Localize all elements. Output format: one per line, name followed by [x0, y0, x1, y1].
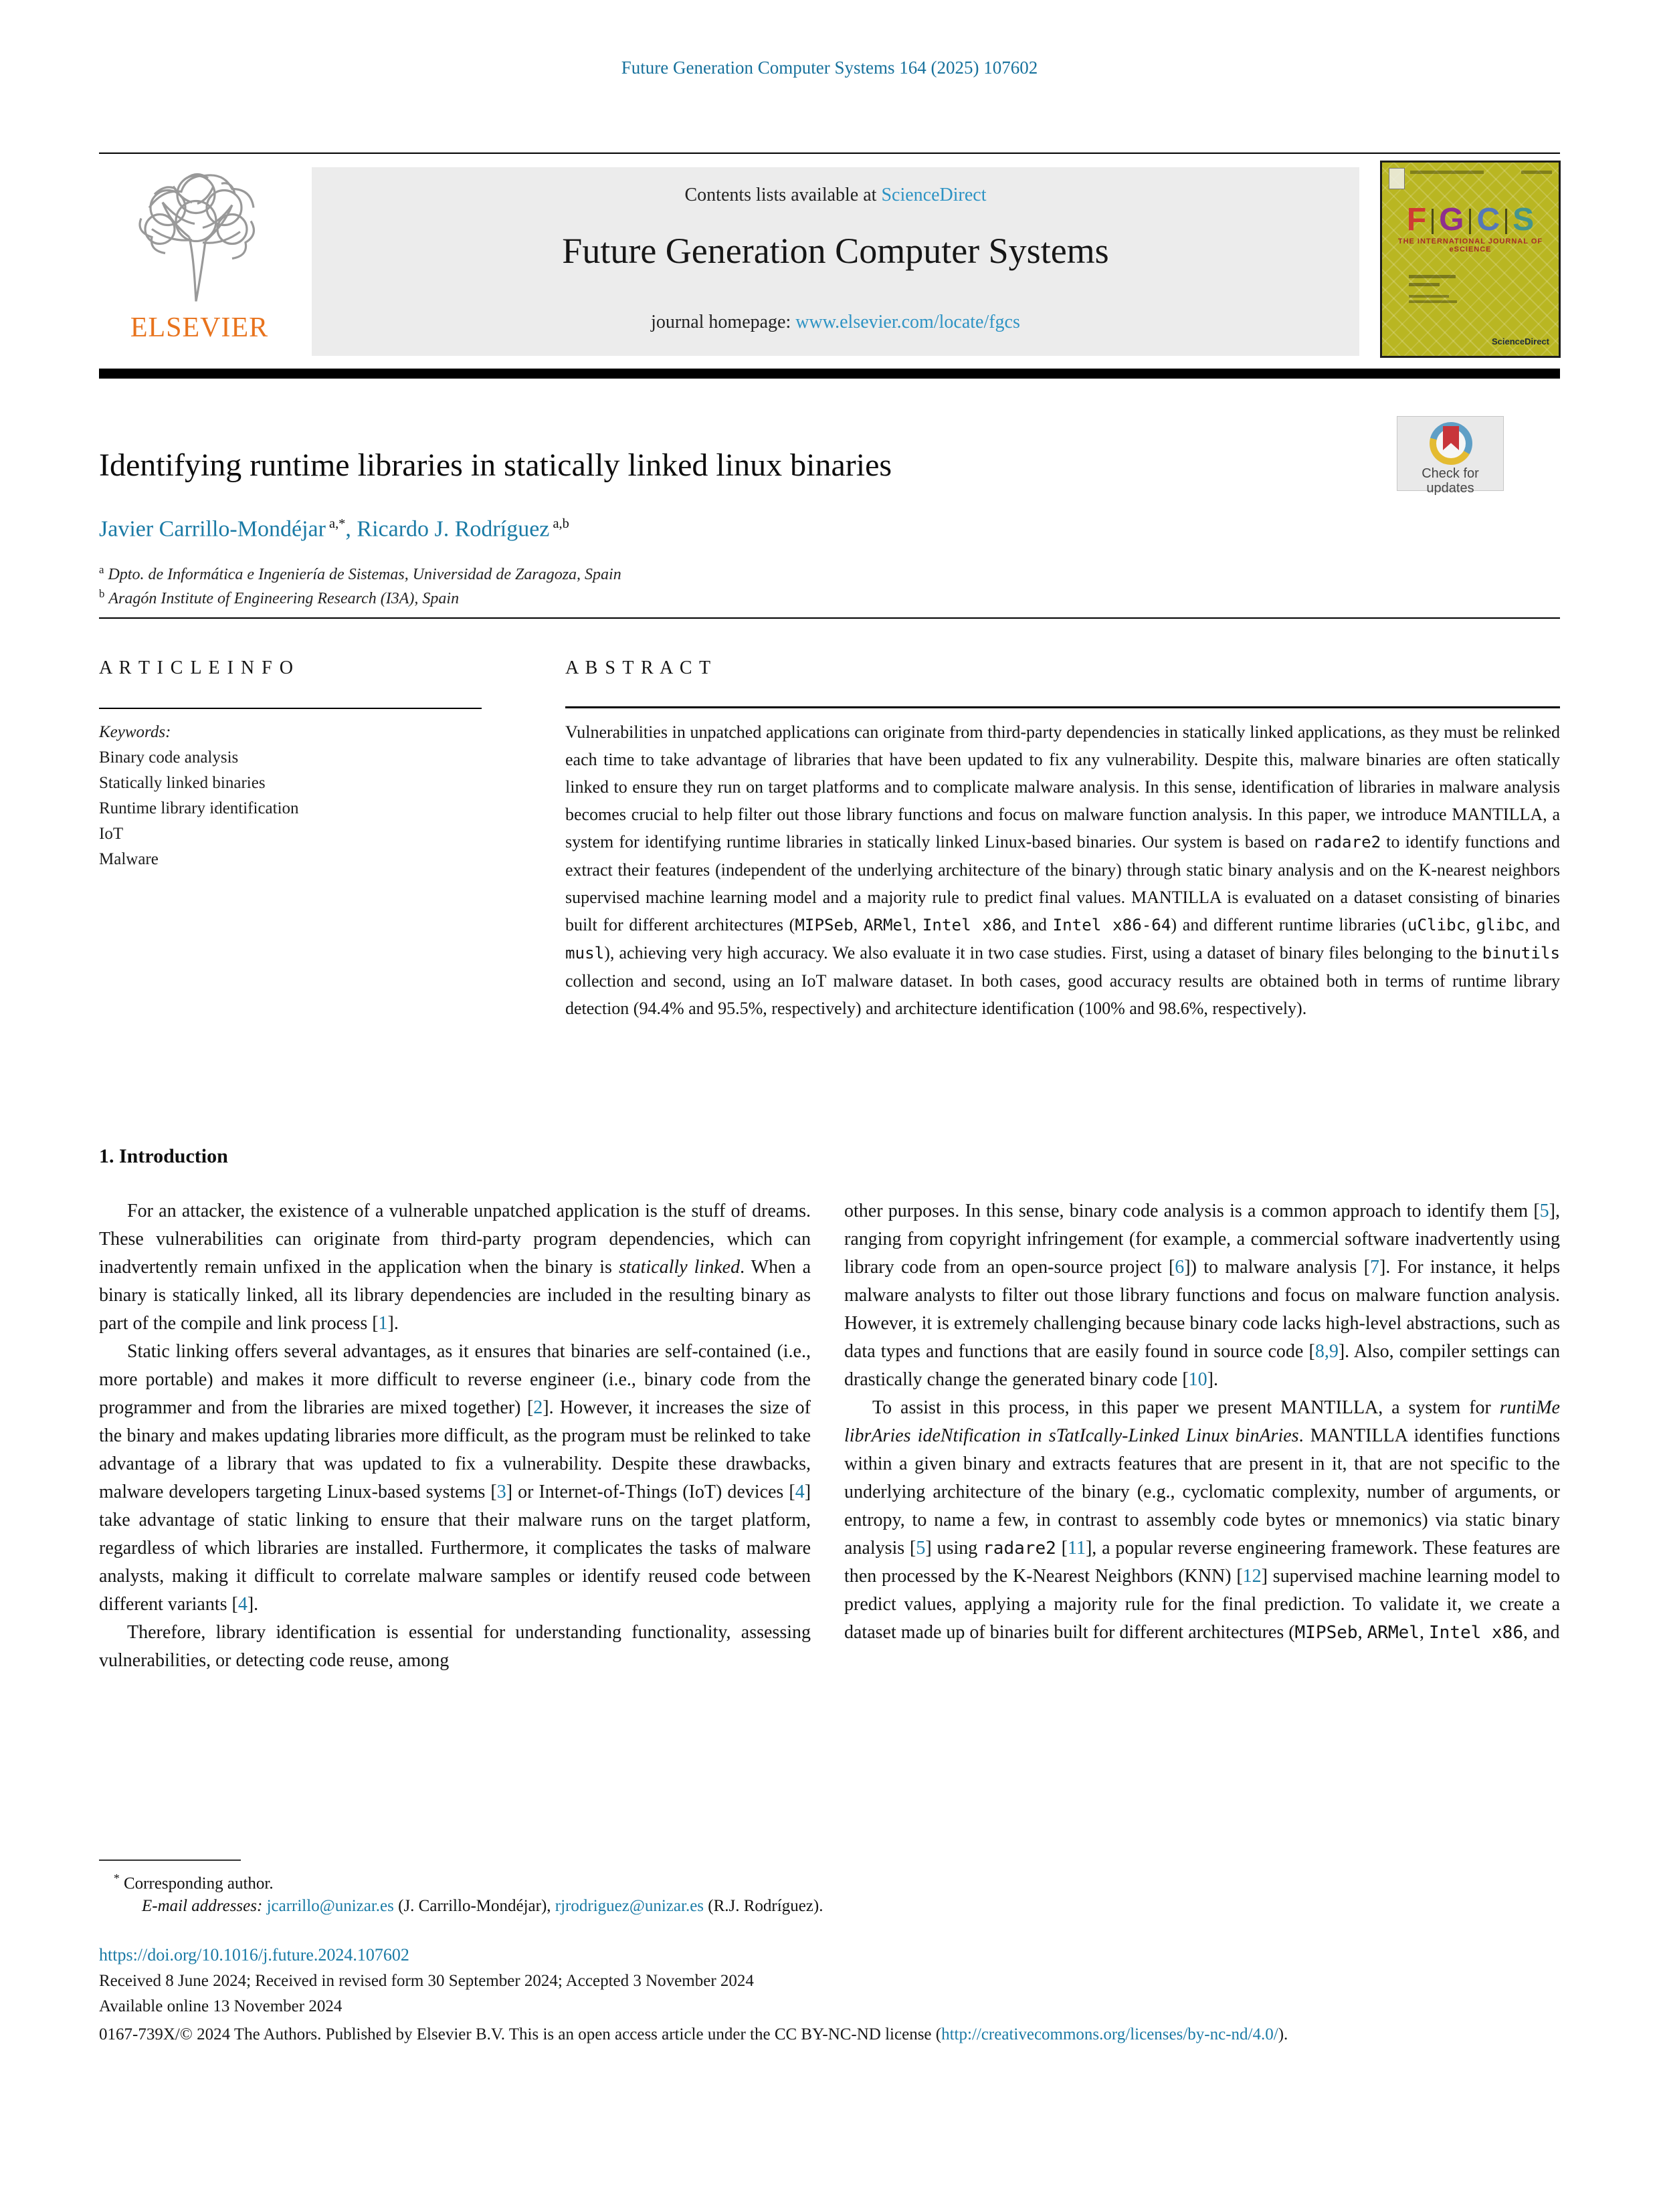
journal-reference: Future Generation Computer Systems 164 (2025) 107602 — [621, 58, 1038, 78]
text-run: ]. Also, compiler settings can drastically change the generated binary code [ — [844, 1341, 1560, 1390]
affiliation-b — [99, 587, 1370, 608]
keyword-item: Statically linked binaries — [99, 774, 266, 792]
elsevier-tree-icon — [122, 166, 270, 310]
mono-text: MIPSeb — [1294, 1623, 1358, 1643]
article-info-rule — [99, 708, 482, 709]
keyword-item: Malware — [99, 850, 159, 868]
paragraph — [99, 1338, 811, 1619]
affiliation-a — [99, 563, 1370, 584]
text-run: For an attacker, the existence of a vulnerable unpatched application is the stuff of dreams. These vulnerabilities can originate from third-party program dependencies, which can inadvertently remain unfixed in the application when the binary is — [99, 1201, 811, 1278]
check-updates-line1: Check for — [1422, 466, 1479, 481]
citation-ref[interactable]: 4 — [237, 1594, 248, 1615]
article-title: Identifying runtime libraries in statically linked linux binaries — [99, 447, 892, 483]
authors-line — [99, 516, 1370, 542]
cover-url-text — [1492, 330, 1549, 336]
text-run: other purposes. In this sense, binary code analysis is a common approach to identify them [ — [844, 1201, 1540, 1221]
text-run: To assist in this process, in this paper we present MANTILLA, a system for — [872, 1397, 1500, 1418]
fgcs-letter-g: G — [1439, 202, 1464, 237]
text-run: ]. — [387, 1313, 399, 1334]
check-updates-line2: updates — [1426, 481, 1474, 496]
text-run: ] supervised machine learning model to predict values, applying a majority rule for the final prediction. To validate it, we create a dataset made up of binaries built for different architectures ( — [844, 1566, 1561, 1643]
journal-homepage-link[interactable]: www.elsevier.com/locate/fgcs — [795, 312, 1020, 332]
paragraph — [844, 1197, 1560, 1394]
page-content — [99, 0, 1560, 2212]
citation-ref[interactable]: 10 — [1188, 1369, 1207, 1390]
keyword-item: Runtime library identification — [99, 799, 299, 817]
text-run: ]) to malware analysis [ — [1184, 1257, 1370, 1278]
cover-editor-text — [1409, 275, 1456, 278]
text-run: ] take advantage of static linking to ensure that their malware runs on the target platform, regardless of which libraries are installed. Furthermore, it complicates the tasks of malware analysts, making it difficult to correlate malware samples or identify reused code between different variants [ — [99, 1482, 811, 1615]
mono-text: radare2 — [1312, 833, 1381, 851]
text-run: (J. Carrillo-Mondéjar), — [393, 1897, 555, 1915]
text-run: , and — [1523, 1622, 1560, 1643]
abstract-heading: A B S T R A C T — [565, 658, 712, 678]
mono-text: glibc — [1476, 916, 1525, 934]
cover-issn-text — [1521, 171, 1552, 174]
text-run: 0167-739X/© 2024 The Authors. Published by Elsevier B.V. This is an open access article under the CC BY-NC-ND license ( — [99, 2025, 942, 2043]
fgcs-separator — [1432, 209, 1434, 234]
sciencedirect-link[interactable]: ScienceDirect — [881, 185, 987, 205]
license-link[interactable]: http://creativecommons.org/licenses/by-nc-nd/4.0/ — [941, 2025, 1278, 2043]
text-run: Therefore, library identification is essential for understanding functionality, assessing vulnerabilities, or detecting code reuse, among — [99, 1622, 811, 1671]
cover-editor-text — [1409, 300, 1457, 303]
fgcs-separator — [1469, 209, 1471, 234]
mono-text: ARMel — [1367, 1623, 1420, 1643]
italic-text: statically linked — [618, 1257, 741, 1278]
doi-url[interactable]: https://doi.org/10.1016/j.future.2024.107602 — [99, 1945, 409, 1965]
paragraph — [844, 1394, 1560, 1647]
mono-text: ARMel — [863, 916, 912, 934]
keyword-item: Binary code analysis — [99, 748, 239, 767]
citation-ref[interactable]: 3 — [496, 1482, 506, 1502]
received-dates: Received 8 June 2024; Received in revised form 30 September 2024; Accepted 3 November 2024 — [99, 1972, 754, 1990]
journal-cover-thumbnail[interactable] — [1380, 161, 1561, 358]
header-top-rule — [99, 153, 1560, 154]
text-run: ] using — [925, 1538, 983, 1559]
text-run: Static linking offers several advantages, as it ensures that binaries are self-contained (i.e., more portable) and makes it more difficult to reverse engineer (i.e., binary code from the programmer and from the libraries are mixed together) [ — [99, 1341, 811, 1418]
corresponding-author-note — [114, 1872, 1184, 1893]
italic-text: runtiMe librAries ideNtification in sTatIcally-Linked Linux binAries — [844, 1397, 1560, 1446]
citation-ref[interactable]: 5 — [916, 1538, 926, 1559]
text-run: (R.J. Rodríguez). — [704, 1897, 823, 1915]
footnote-rule — [99, 1859, 241, 1861]
text-run: . MANTILLA identifies functions within a given binary and extracts features that are present in it, that are not specific to the underlying architecture of the binary (e.g., cyclomatic complexity, number of arguments, or entropy, to name a few, in contrast to assembly code bytes or mnemonics) via static binary analysis [ — [844, 1425, 1560, 1559]
citation-ref[interactable]: 1 — [378, 1313, 388, 1334]
section-heading-introduction: 1. Introduction — [99, 1145, 228, 1167]
cover-elsevier-mark — [1389, 168, 1405, 189]
text-run: [ — [1056, 1538, 1068, 1559]
text-run: , — [1466, 915, 1476, 934]
text-run: , — [1357, 1622, 1367, 1643]
citation-ref[interactable]: 12 — [1242, 1566, 1262, 1587]
mono-text: Intel x86 — [922, 916, 1012, 934]
available-online: Available online 13 November 2024 — [99, 1997, 343, 2015]
text-run: , and — [1525, 915, 1561, 934]
text-run: ], ranging from copyright infringement (for example, a commercial software inadvertently using library code from an open-source project [ — [844, 1201, 1560, 1278]
affiliation-rule — [99, 617, 1560, 619]
email-link[interactable]: rjrodriguez@unizar.es — [555, 1897, 704, 1915]
mono-text: uClibc — [1407, 916, 1466, 934]
abstract-text — [565, 718, 1560, 1022]
check-updates-ring-icon — [1430, 422, 1472, 465]
elsevier-logo[interactable] — [99, 166, 300, 357]
citation-ref[interactable]: 2 — [533, 1397, 543, 1418]
email-addresses-line — [142, 1897, 1560, 1916]
contents-line — [312, 185, 1359, 206]
article-info-heading: A R T I C L E I N F O — [99, 658, 294, 678]
abstract-rule — [565, 706, 1560, 708]
cover-sciencedirect — [1492, 330, 1549, 346]
text-run: , — [853, 915, 864, 934]
check-updates-label — [1397, 466, 1503, 496]
text-run: , — [1419, 1622, 1429, 1643]
author-affil-sup: a,b — [549, 516, 569, 531]
keyword-item: IoT — [99, 825, 124, 843]
text-run: ], a popular reverse engineering framework. These features are then processed by the K-Nearest Neighbors (KNN) [ — [844, 1538, 1561, 1587]
cover-editor-text — [1409, 295, 1449, 298]
corresponding-author-text: Corresponding author. — [119, 1874, 274, 1893]
text-run: ] or Internet-of-Things (IoT) devices [ — [506, 1482, 795, 1502]
email-link[interactable]: jcarrillo@unizar.es — [266, 1897, 394, 1915]
elsevier-wordmark: ELSEVIER — [130, 312, 269, 343]
body-column-left — [99, 1197, 811, 1675]
author-affil-sup: a,* — [325, 516, 346, 531]
journal-title: Future Generation Computer Systems — [562, 231, 1109, 271]
citation-ref[interactable]: 6 — [1175, 1257, 1185, 1278]
cover-subtitle: THE INTERNATIONAL JOURNAL OF eSCIENCE — [1397, 237, 1543, 254]
citation-ref[interactable]: 5 — [1539, 1201, 1549, 1221]
italic-text: E-mail addresses: — [142, 1897, 263, 1915]
header-black-band — [99, 369, 1560, 379]
text-run: , and — [1011, 915, 1053, 934]
affiliation-sup: a — [99, 563, 104, 576]
mono-text: binutils — [1482, 944, 1560, 963]
mono-text: radare2 — [983, 1538, 1056, 1559]
mono-text: MIPSeb — [795, 916, 854, 934]
paragraph — [99, 1197, 811, 1338]
text-run: collection and second, using an IoT malware dataset. In both cases, good accuracy results are obtained both in terms of runtime library detection (94.4% and 95.5%, respectively) and architecture identification (100% and 98.6%, respectively). — [565, 971, 1560, 1018]
check-for-updates-badge[interactable] — [1397, 416, 1504, 496]
text-run: ]. — [247, 1594, 259, 1615]
copyright-line — [99, 2021, 1560, 2048]
homepage-prefix: journal homepage: — [651, 312, 796, 332]
text-run: to identify functions and extract their features (independent of the underlying architecture of the binary) through static binary analysis and on the K-nearest neighbors supervised machine learning model and a majority rule to predict final values. MANTILLA is evaluated on a dataset consisting of binaries built for different architectures ( — [565, 832, 1561, 934]
author-name[interactable]: Javier Carrillo-Mondéjar — [99, 516, 326, 542]
body-column-right — [844, 1197, 1560, 1647]
text-run: ) and different runtime libraries ( — [1171, 915, 1407, 934]
contents-prefix: Contents lists available at — [684, 185, 882, 205]
mono-text: Intel x86 — [1428, 1623, 1524, 1643]
citation-ref[interactable]: 11 — [1068, 1538, 1086, 1559]
keywords-block — [99, 720, 474, 872]
citation-ref[interactable]: 4 — [795, 1482, 805, 1502]
text-run: ), achieving very high accuracy. We also evaluate it in two case studies. First, using a dataset of binary files belonging to the — [604, 943, 1482, 963]
journal-header-box — [312, 167, 1359, 356]
citation-ref[interactable]: 7 — [1370, 1257, 1379, 1278]
author-name[interactable]: Ricardo J. Rodríguez — [357, 516, 550, 542]
mono-text: musl — [565, 944, 605, 963]
author-separator: , — [345, 516, 357, 542]
affiliation-text: Dpto. de Informática e Ingeniería de Sistemas, Universidad de Zaragoza, Spain — [108, 566, 621, 583]
homepage-line — [312, 312, 1359, 333]
cover-sciencedirect-label: ScienceDirect — [1492, 336, 1549, 346]
affiliation-text: Aragón Institute of Engineering Research (I3A), Spain — [108, 590, 460, 607]
paragraph — [99, 1619, 811, 1675]
fgcs-letter-c: C — [1476, 202, 1500, 237]
keywords-label: Keywords: — [99, 723, 171, 741]
footnote-asterisk: * — [114, 1872, 120, 1885]
citation-ref[interactable]: 8,9 — [1314, 1341, 1339, 1362]
fgcs-letter-f: F — [1406, 202, 1427, 237]
fgcs-letter-s: S — [1512, 202, 1535, 237]
fgcs-separator — [1505, 209, 1507, 234]
text-run: ). — [1278, 2025, 1288, 2043]
fgcs-letters — [1382, 201, 1559, 238]
doi-link[interactable] — [99, 1945, 409, 1965]
text-run: Vulnerabilities in unpatched applications can originate from third-party dependencies in statically linked applications, as they must be relinked each time to take advantage of libraries that have been updated to fix any vulnerability. Despite this, malware binaries are often statically linked to ensure they run on target platforms and to complicate malware analysis. In this sense, identification of libraries in malware analysis becomes crucial to help filter out those library functions and focus on malware function analysis. In this paper, we introduce MANTILLA, a system for identifying runtime libraries in statically linked Linux-based binaries. Our system is based on — [565, 722, 1560, 851]
text-run: ]. However, it increases the size of the binary and makes updating libraries more difficult, as the program must be relinked to take advantage of a library that was updated to fix a vulnerability. Despite these drawbacks, malware developers targeting Linux-based systems [ — [99, 1397, 811, 1502]
cover-volume-text — [1410, 171, 1484, 174]
text-run: ]. For instance, it helps malware analysts to filter out those library functions and focus on malware function analysis. However, it is extremely challenging because binary code lacks high-level abstractions, such as data types and functions that are easily found in source code [ — [844, 1257, 1560, 1362]
cover-editor-text — [1409, 283, 1440, 286]
text-run: ]. — [1207, 1369, 1218, 1390]
text-run: . When a binary is statically linked, all its library dependencies are included in the resulting binary as part of the compile and link process [ — [99, 1257, 811, 1334]
text-run: , — [912, 915, 922, 934]
affiliation-sup: b — [99, 587, 105, 600]
mono-text: Intel x86-64 — [1052, 916, 1171, 934]
